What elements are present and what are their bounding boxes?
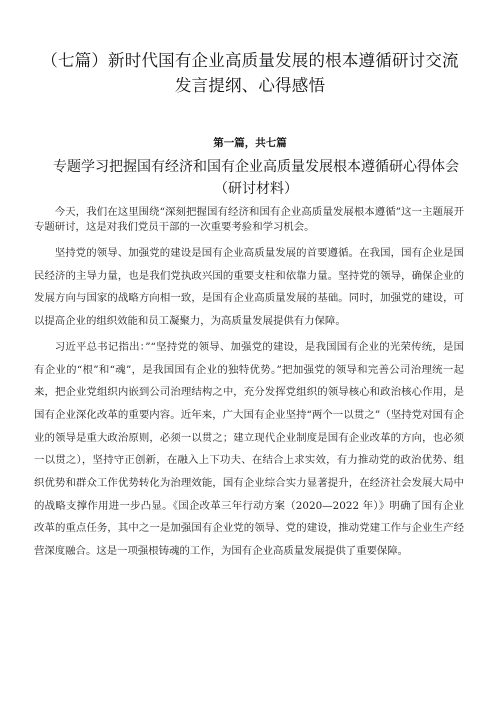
document-body — [34, 205, 464, 563]
part-label: 第一篇，共七篇 — [213, 137, 287, 149]
paragraph-intro: 今天，我们在这里围绕“深刻把握国有经济和国有企业高质量发展根本遵循”这一主题展开专题研讨，这是对我们党员干部的一次重要考验和学习机会。 — [34, 206, 464, 233]
paragraph-party-leadership: 坚持党的领导、加强党的建设是国有企业高质量发展的首要遵循。在我国，国有企业是国民经济的主导力量，也是我们党执政兴国的重要支柱和依靠力量。坚持党的领导，确保企业的发展方向与国家的战略方向相一致，是国有企业高质量发展的基础。同时，加强党的建设，可以提高企业的组织效能和员工凝聚力，为高质量发展提供有力保障。 — [34, 247, 464, 328]
paragraph-xi-quote: 习近平总书记指出：”“坚持党的领导、加强党的建设，是我国国有企业的光荣传统，是国有企业的“根”和“魂”，是我国国有企业的独特优势。”把加强党的领导和完善公司治理统一起来，把企业党组织内嵌到公司治理结构之中，充分发挥党组织的领导核心和政治核心作用，是国有企业深化改革的重要内容。近年来，广大国有企业坚持“两个一以贯之”（坚持党对国有企业的领导是重大政治原则，必须一以贯之；建立现代企业制度是国有企业改革的方向，也必须一以贯之），坚持守正创新，在融入上下功夫、在结合上求实效，有力推动党的政治优势、组织优势和群众工作优势转化为治理效能，国有企业综合实力显著提升，在经济社会发展大局中的战略支撑作用进一步凸显。《国企改革三年行动方案（2020—2022 年）》明确了国有企业改革的重点任务，其中之一是加强国有企业党的领导、党的建设，推动党建工作与企业生产经营深度融合。这是一项强根铸魂的工作，为国有企业高质量发展提供了重要保障。 — [34, 340, 464, 558]
document-title: （七篇）新时代国有企业高质量发展的根本遵循研讨交流发言提纲、心得感悟 — [41, 51, 459, 95]
section-title: 专题学习把握国有经济和国有企业高质量发展根本遵循研心得体会（研讨材料） — [53, 159, 459, 197]
